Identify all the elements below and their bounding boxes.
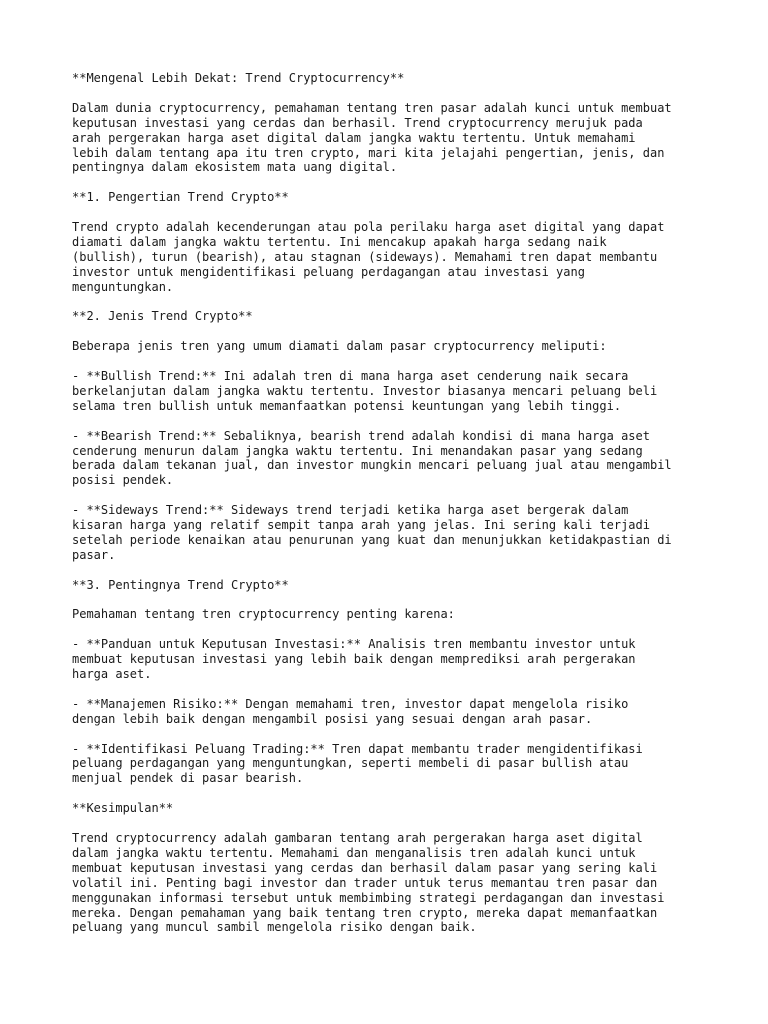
section-2-heading: **2. Jenis Trend Crypto** — [72, 309, 253, 324]
section-2-lead: Beberapa jenis tren yang umum diamati dalam pasar cryptocurrency meliputi: — [72, 339, 607, 354]
section-3-lead: Pemahaman tentang tren cryptocurrency penting karena: — [72, 607, 455, 622]
section-1-heading: **1. Pengertian Trend Crypto** — [72, 190, 289, 205]
bearish-trend-item: - **Bearish Trend:** Sebaliknya, bearish trend adalah kondisi di mana harga aset cenderung menurun dalam jangka waktu tertentu. Ini menandakan pasar yang sedang berada dalam tekanan jual, dan investor mungkin mencari peluang jual atau mengambil posisi pendek. — [72, 428, 672, 488]
sideways-trend-item: - **Sideways Trend:** Sideways trend terjadi ketika harga aset bergerak dalam kisaran harga yang relatif sempit tanpa arah yang jelas. Ini sering kali terjadi setelah periode kenaikan atau penurunan yang kuat dan menunjukkan ketidakpastian di pasar. — [72, 503, 672, 562]
section-3-heading: **3. Pentingnya Trend Crypto** — [72, 577, 289, 592]
conclusion-heading: **Kesimpulan** — [72, 801, 174, 816]
section-1-body: Trend crypto adalah kecenderungan atau pola perilaku harga aset digital yang dapat diamati dalam jangka waktu tertentu. Ini mencakup apakah harga sedang naik (bullish), turun (bearish), atau stagnan (sideways). Memahami tren dapat membantu investor untuk mengidentifikasi peluang perdagangan atau investasi yang menguntungkan. — [72, 220, 665, 294]
investment-decision-item: - **Panduan untuk Keputusan Investasi:** Analisis tren membantu investor untuk membuat keputusan investasi yang lebih baik dengan memprediksi arah pergerakan harga aset. — [72, 637, 636, 682]
conclusion-body: Trend cryptocurrency adalah gambaran tentang arah pergerakan harga aset digital dalam jangka waktu tertentu. Memahami dan menganalisis tren adalah kunci untuk membuat keputusan investasi yang cerdas dan berhasil dalam pasar yang sering kali volatil ini. Penting bagi investor dan trader untuk terus memantau tren pasar dan menggunakan informasi tersebut untuk membimbing strategi perdagangan dan investasi mereka. Dengan pemahaman yang baik tentang tren crypto, mereka dapat memanfaatkan peluang yang muncul sambil mengelola risiko dengan baik. — [72, 830, 665, 935]
bullish-trend-item: - **Bullish Trend:** Ini adalah tren di mana harga aset cenderung naik secara berkelanjutan dalam jangka waktu tertentu. Investor biasanya mencari peluang beli selama tren bullish untuk memanfaatkan potensi keuntungan yang lebih tinggi. — [72, 369, 658, 413]
risk-management-item: - **Manajemen Risiko:** Dengan memahami tren, investor dapat mengelola risiko dengan lebih baik dengan mengambil posisi yang sesuai dengan arah pasar. — [72, 696, 629, 726]
intro-paragraph: Dalam dunia cryptocurrency, pemahaman tentang tren pasar adalah kunci untuk membuat keputusan investasi yang cerdas dan berhasil. Trend cryptocurrency merujuk pada arah pergerakan harga aset digital dalam jangka waktu tertentu. Untuk memahami lebih dalam tentang apa itu tren crypto, mari kita jelajahi pengertian, jenis, dan pentingnya dalam ekosistem mata uang digital. — [72, 100, 672, 175]
trading-opportunity-item: - **Identifikasi Peluang Trading:** Tren dapat membantu trader mengidentifikasi peluang perdagangan yang menguntungkan, seperti membeli di pasar bullish atau menjual pendek di pasar bearish. — [72, 741, 643, 786]
document-title: **Mengenal Lebih Dekat: Trend Cryptocurrency** — [72, 71, 405, 85]
